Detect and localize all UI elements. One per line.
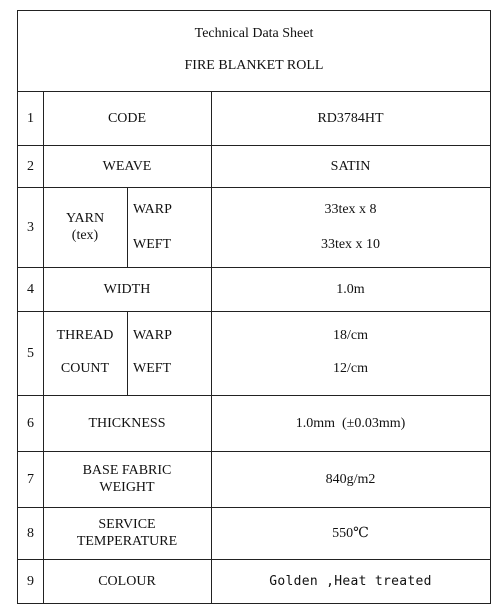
property-value: 1.0mm (±0.03mm) [295,415,406,431]
row-number: 7 [27,471,34,487]
sub-label-weft: WEFT [133,360,172,376]
row-number: 1 [27,110,34,126]
property-value: 550℃ [332,525,369,541]
property-value-warp: 33tex x 8 [324,201,377,217]
data-sheet-table [17,10,491,604]
property-label: COLOUR [98,573,156,589]
property-value: SATIN [330,158,371,174]
property-value: 1.0m [336,281,365,297]
row-number: 9 [27,573,34,589]
property-label-count: COUNT [60,360,110,376]
property-label: YARN (tex) [65,211,105,243]
property-label: SERVICE TEMPERATURE [76,517,178,549]
sub-label-weft: WEFT [133,236,172,252]
row-number: 2 [27,158,34,174]
row-number: 8 [27,525,34,541]
property-value-weft: 33tex x 10 [320,236,381,252]
row-number: 3 [27,219,34,235]
property-value-warp: 18/cm [333,327,368,343]
property-value: Golden ,Heat treated [269,573,432,589]
property-value-weft: 12/cm [333,360,368,376]
property-value: RD3784HT [317,110,384,126]
property-label-thread: THREAD [56,327,114,343]
row-number: 6 [27,415,34,431]
property-label: BASE FABRIC WEIGHT [82,463,172,495]
property-label: THICKNESS [88,415,166,431]
property-value: 840g/m2 [325,471,376,487]
property-label: WEAVE [102,158,152,174]
product-name: FIRE BLANKET ROLL [184,57,324,73]
row-number: 4 [27,281,34,297]
sheet-title: Technical Data Sheet [194,25,314,41]
property-label: WIDTH [103,281,151,297]
sub-label-warp: WARP [133,201,172,217]
property-label: CODE [107,110,147,126]
row-number: 5 [27,345,34,361]
sub-label-warp: WARP [133,327,172,343]
